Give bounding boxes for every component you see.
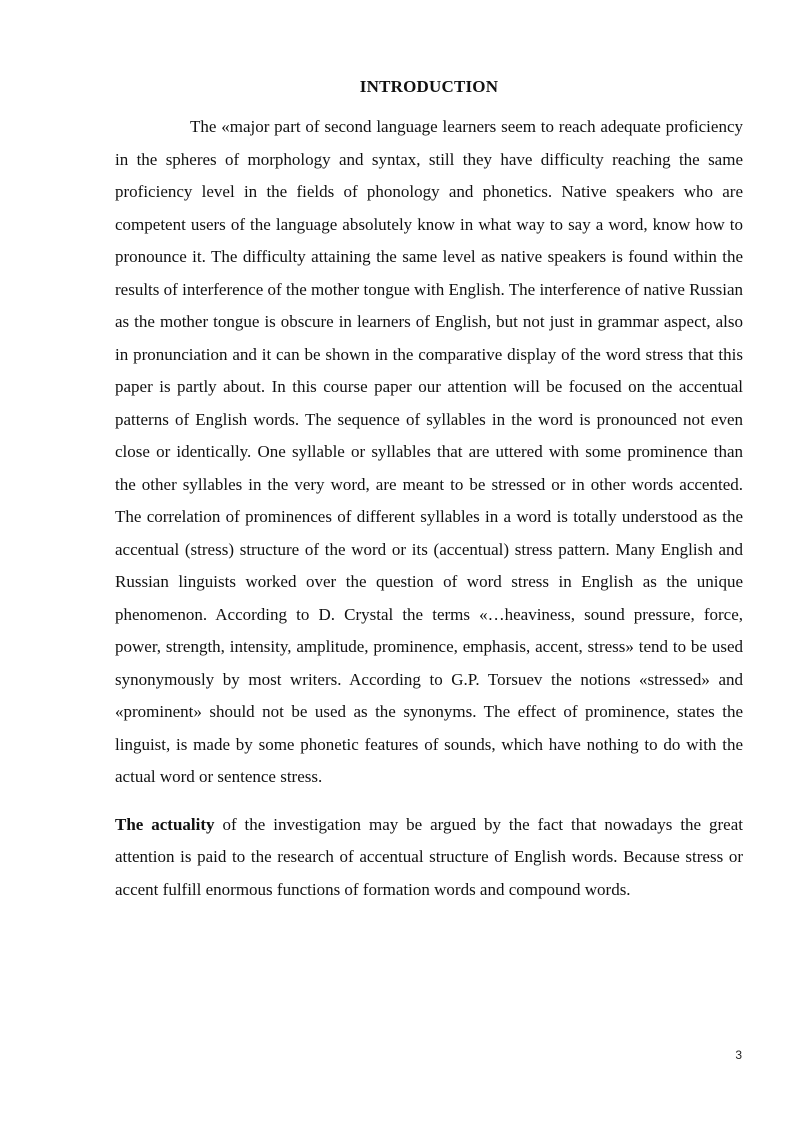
introduction-paragraph-2 (115, 809, 743, 907)
page-title: INTRODUCTION (359, 77, 499, 96)
actuality-body-text: of the investigation may be argued by the fact that nowadays the great attention is paid to the research of accentual structure of English words. Because stress or accent fulfill enormous functions of formation words and compound words. (115, 814, 743, 899)
actuality-lead-text: The actuality (115, 814, 215, 834)
page-number: 3 (735, 1048, 742, 1062)
page-content (115, 75, 743, 906)
introduction-paragraph-1: The «major part of second language learners seem to reach adequate proficiency in the spheres of morphology and syntax, still they have difficulty reaching the same proficiency level in the fields of phonology and phonetics. Native speakers who are competent users of the language absolutely know in what way to say a word, know how to pronounce it. The difficulty attaining the same level as native speakers is found within the results of interference of the mother tongue with English. The interference of native Russian as the mother tongue is obscure in learners of English, but not just in grammar aspect, also in pronunciation and it can be shown in the comparative display of the word stress that this paper is partly about. In this course paper our attention will be focused on the accentual patterns of English words. The sequence of syllables in the word is pronounced not even close or identically. One syllable or syllables that are uttered with some prominence than the other syllables in the very word, are meant to be stressed or in other words accented. The correlation of prominences of different syllables in a word is totally understood as the accentual (stress) structure of the word or its (accentual) stress pattern. Many English and Russian linguists worked over the question of word stress in English as the unique phenomenon. According to D. Crystal the terms «…heaviness, sound pressure, force, power, strength, intensity, amplitude, prominence, emphasis, accent, stress» tend to be used synonymously by most writers. According to G.P. Torsuev the notions «stressed» and «prominent» should not be used as the synonyms. The effect of prominence, states the linguist, is made by some phonetic features of sounds, which have nothing to do with the actual word or sentence stress. (115, 117, 743, 786)
